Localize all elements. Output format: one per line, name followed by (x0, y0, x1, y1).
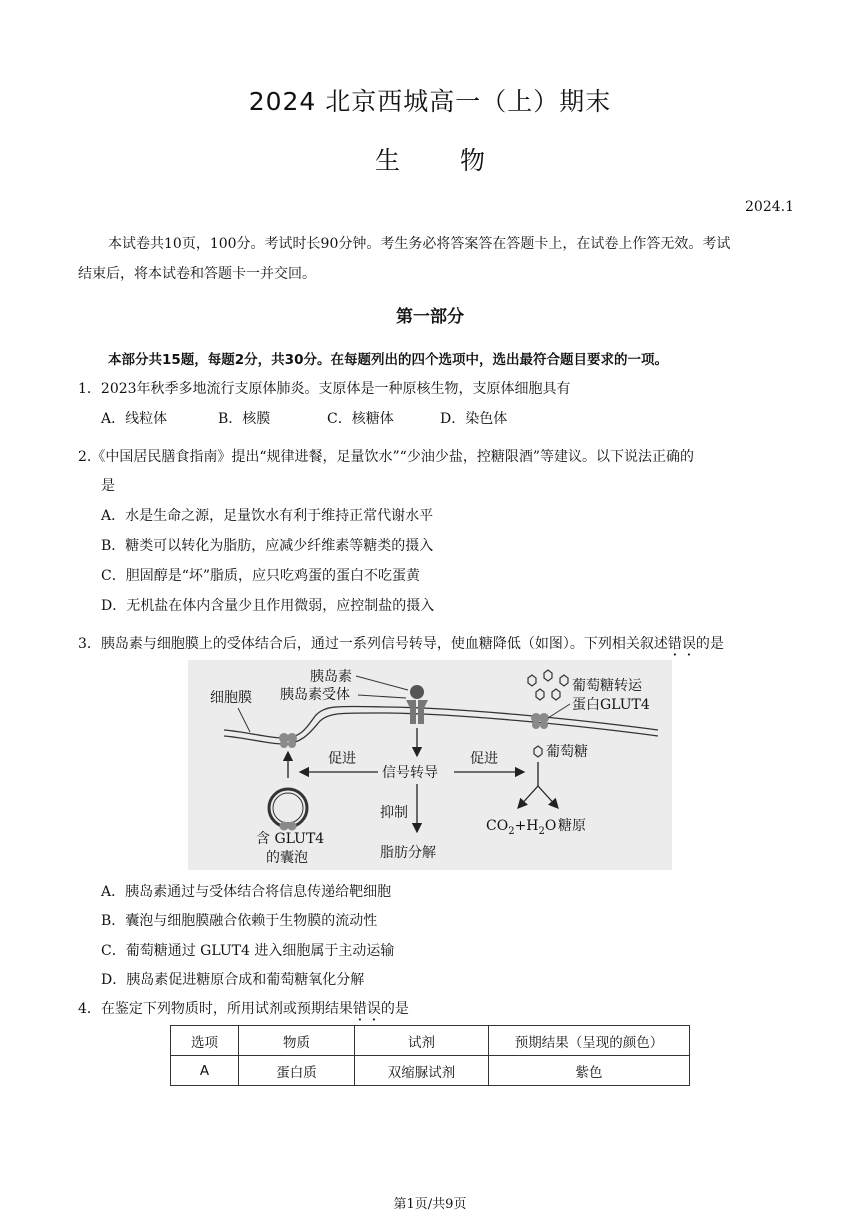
table-header: 试剂 (355, 1026, 489, 1056)
table-header-row (171, 1026, 690, 1056)
question-1-stem: 1．2023年秋季多地流行支原体肺炎。支原体是一种原核生物，支原体细胞具有 (78, 381, 571, 397)
emphasis-dot: 错 (352, 1001, 367, 1017)
question-1-option-b: B．核膜 (218, 411, 271, 427)
page-footer: 第1页/共9页 (393, 1197, 467, 1212)
question-2-option-c: C．胆固醇是“坏”脂质，应只吃鸡蛋的蛋白不吃蛋黄 (101, 568, 421, 584)
label-signal: 信号转导 (382, 765, 438, 781)
question-1-option-c: C．核糖体 (327, 411, 394, 427)
insulin-signaling-diagram (188, 660, 672, 870)
table-row (171, 1056, 690, 1086)
emphasis-dot: 错 (667, 636, 682, 652)
question-2-stem-line-1: 2.《中国居民膳食指南》提出“规律进餐，足量饮水”“少油少盐，控糖限酒”等建议。以下说法正确的 (78, 449, 694, 465)
question-2-stem-line-2: 是 (101, 478, 115, 494)
question-2-option-d: D．无机盐在体内含量少且作用微弱，应控制盐的摄入 (101, 598, 435, 614)
part-title: 第一部分 (396, 307, 464, 327)
question-3-option-d: D．胰岛素促进糖原合成和葡萄糖氧化分解 (101, 972, 365, 988)
label-vesicle-1: 含 GLUT4 (256, 831, 325, 847)
emphasis-dot: 误 (681, 636, 696, 652)
exam-title: 2024 北京西城高一（上）期末 (248, 87, 612, 116)
question-1-option-d: D．染色体 (440, 411, 508, 427)
label-promote-left: 促进 (328, 751, 356, 767)
table-cell: A (171, 1056, 239, 1086)
insulin-molecule-icon (410, 685, 424, 699)
exam-date: 2024.1 (745, 199, 794, 215)
table-header: 物质 (239, 1026, 355, 1056)
label-glycogen: 糖原 (558, 818, 586, 834)
table-cell: 蛋白质 (239, 1056, 355, 1086)
label-transporter-2: 蛋白GLUT4 (572, 697, 650, 713)
table-header: 预期结果（呈现的颜色） (489, 1026, 690, 1056)
glut4-right-icon (531, 713, 549, 729)
question-3-option-a: A．胰岛素通过与受体结合将信息传递给靶细胞 (101, 884, 392, 900)
insulin-receptor-icon (406, 700, 428, 724)
part-instruction: 本部分共15题，每题2分，共30分。在每题列出的四个选项中，选出最符合题目要求的一项。 (108, 352, 668, 368)
label-promote-right: 促进 (470, 751, 498, 767)
table-cell: 紫色 (489, 1056, 690, 1086)
question-3-option-c: C．葡萄糖通过 GLUT4 进入细胞属于主动运输 (101, 943, 395, 959)
glut4-left-icon (279, 733, 297, 748)
reagent-table (170, 1025, 690, 1086)
label-transporter-1: 葡萄糖转运 (572, 678, 642, 694)
label-fat: 脂肪分解 (380, 845, 436, 861)
question-3-option-b: B．囊泡与细胞膜融合依赖于生物膜的流动性 (101, 913, 378, 929)
intro-line-1: 本试卷共10页，100分。考试时长90分钟。考生务必将答案答在答题卡上，在试卷上作答无效。考试 (108, 236, 731, 252)
label-receptor: 胰岛素受体 (280, 687, 350, 703)
glut4-vesicle-icon (269, 789, 307, 831)
table-cell: 双缩脲试剂 (355, 1056, 489, 1086)
label-vesicle-2: 的囊泡 (266, 850, 308, 866)
intro-line-2: 结束后，将本试卷和答题卡一并交回。 (78, 266, 316, 282)
question-2-option-b: B．糖类可以转化为脂肪，应减少纤维素等糖类的摄入 (101, 538, 434, 554)
exam-subject: 生物 (374, 146, 545, 175)
question-1-option-a: A．线粒体 (101, 411, 168, 427)
label-membrane: 细胞膜 (210, 690, 252, 706)
question-3-stem: 3．胰岛素与细胞膜上的受体结合后，通过一系列信号转导，使血糖降低（如图）。下列相关叙述错误的是 (78, 636, 724, 652)
table-header: 选项 (171, 1026, 239, 1056)
question-4-stem: 4．在鉴定下列物质时，所用试剂或预期结果错误的是 (78, 1001, 409, 1017)
question-2-option-a: A．水是生命之源，足量饮水有利于维持正常代谢水平 (101, 508, 434, 524)
emphasis-dot: 误 (366, 1001, 381, 1017)
label-co2-h2o: $CO_2+H_2O$ (486, 818, 557, 837)
label-glucose: 葡萄糖 (546, 744, 588, 760)
label-insulin: 胰岛素 (310, 669, 352, 685)
label-inhibit: 抑制 (380, 805, 408, 821)
